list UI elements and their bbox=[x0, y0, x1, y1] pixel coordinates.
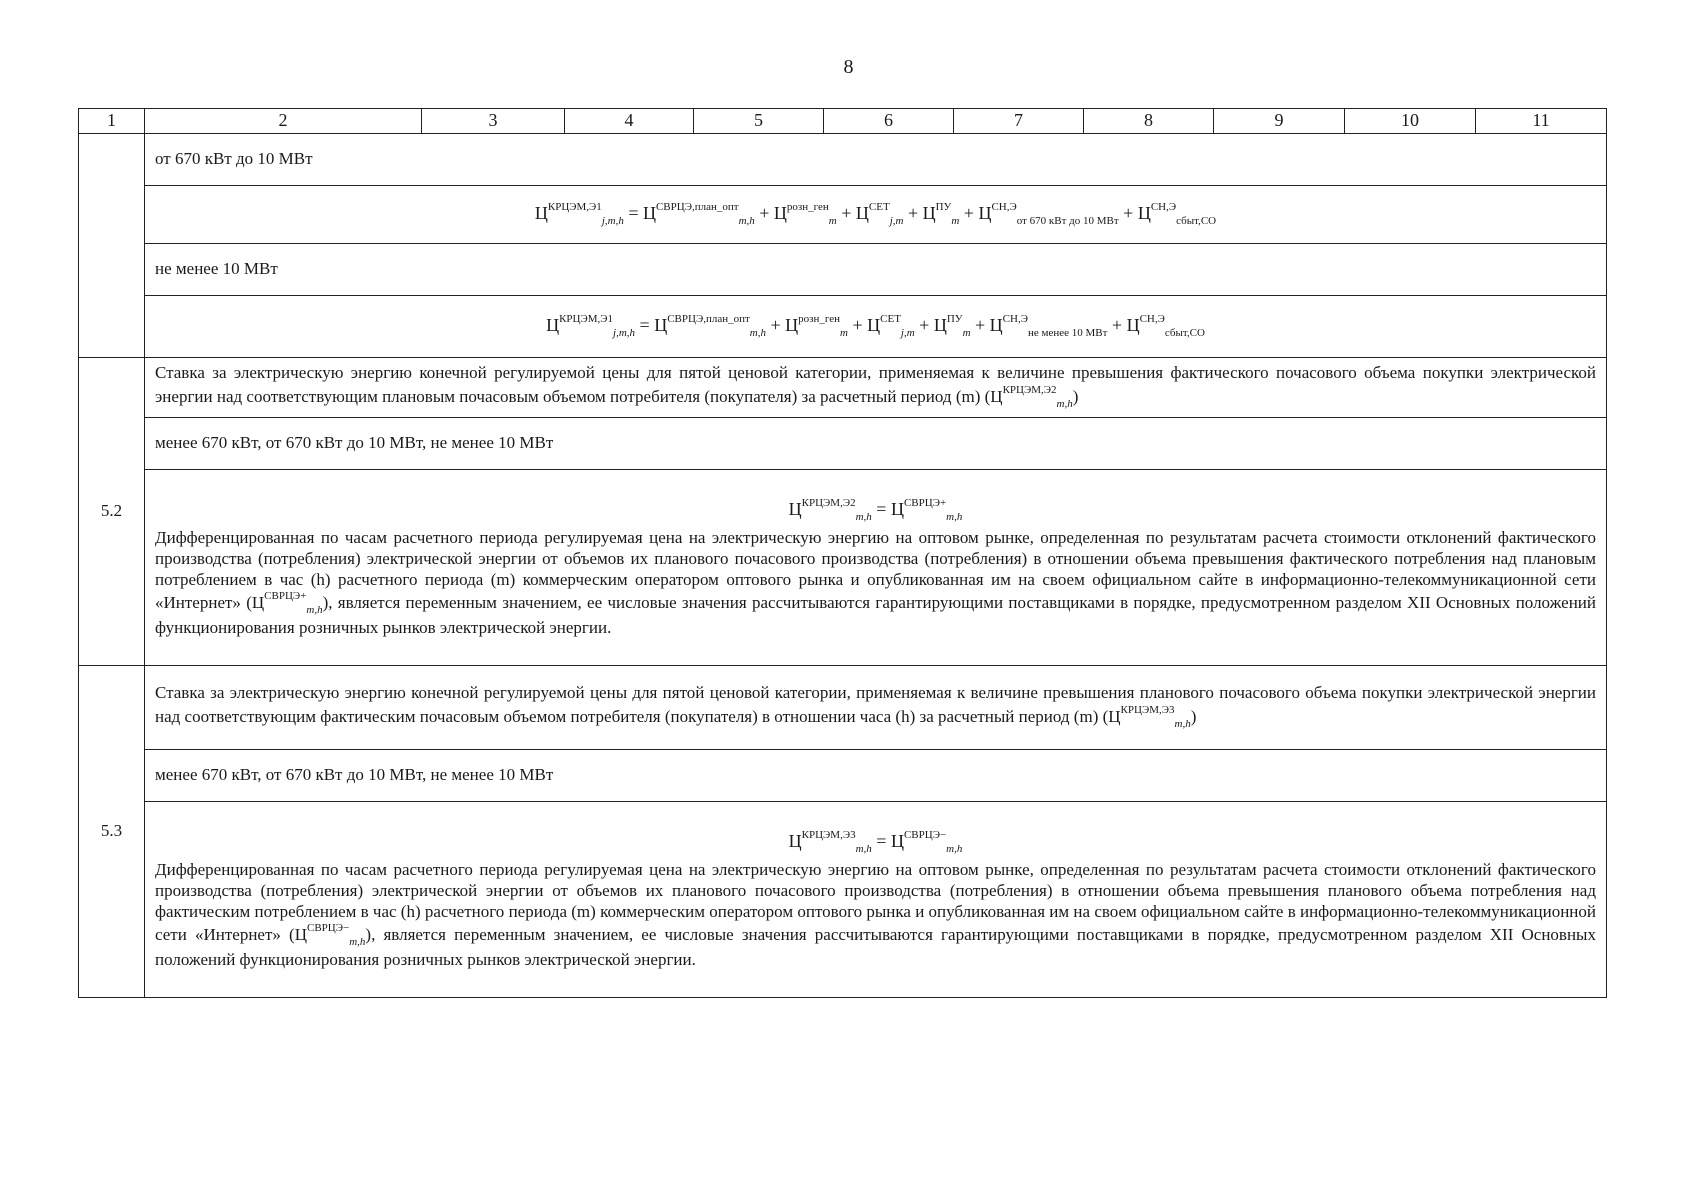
column-number: 6 bbox=[824, 109, 954, 134]
price-explanation: Дифференцированная по часам расчетного периода регулируемая цена на электрическую энергию на оптовом рынке, определенная по результатам расчета стоимости отклонений фактического производства (потребления) электрической энергии от объемов их планового почасового производства (потребления) в отношении объема превышения планового объема потребления над фактическим потреблением в час (h) расчетного периода (m) коммерческим оператором оптового рынка и опубликованная им на своем официальном сайте в информационно-телекоммуникационной сети «Интернет» $(Ц^{СВРЦЭ-}_{m,h})$, является переменным значением, ее числовые значения рассчитываются гарантирующими поставщиками в порядке, предусмотренном разделом XII Основных положений функционирования розничных рынков электрической энергии. bbox=[155, 860, 1596, 969]
column-number: 5 bbox=[694, 109, 824, 134]
power-range-label: не менее 10 МВт bbox=[145, 244, 1607, 296]
price-explanation: Дифференцированная по часам расчетного периода регулируемая цена на электрическую энергию на оптовом рынке, определенная по результатам расчета стоимости отклонений фактического производства (потребления) электрической энергии от объемов их планового почасового производства (потребления) в отношении объема превышения фактического потребления над плановым потреблением в час (h) расчетного периода (m) коммерческим оператором оптового рынка и опубликованная им на своем официальном сайте в информационно-телекоммуникационной сети «Интернет» $(Ц^{СВРЦЭ+}_{m,h})$, является переменным значением, ее числовые значения рассчитываются гарантирующими поставщиками в порядке, предусмотренном разделом XII Основных положений функционирования розничных рынков электрической энергии. bbox=[155, 528, 1596, 637]
table-row bbox=[79, 666, 1607, 750]
price-formula: $Ц^{КРЦЭМ,Э1}_{j,m,h} = Ц^{СВРЦЭ,план\_опт}_{m,h} + Ц^{розн\_ген}_m + Ц^{СЕТ}_{j,m} + Ц^{ПУ}_m + Ц^{СН,Э}_{не менее 10 МВт} + Ц^{СН,Э}_{сбыт,СО}$ bbox=[145, 296, 1607, 358]
row-number-cell bbox=[79, 134, 145, 358]
table-row bbox=[79, 134, 1607, 186]
table-row bbox=[79, 418, 1607, 470]
table-row bbox=[79, 186, 1607, 244]
table-row bbox=[79, 358, 1607, 418]
power-range-label: менее 670 кВт, от 670 кВт до 10 МВт, не менее 10 МВт bbox=[145, 418, 1607, 470]
tariff-table bbox=[78, 108, 1607, 998]
rate-description: Ставка за электрическую энергию конечной регулируемой цены для пятой ценовой категории, применяемая к величине превышения фактического почасового объема покупки электрической энергии над соответствующим плановым почасовым объемом потребителя (покупателя) за расчетный период (m) $(Ц^{КРЦЭМ,Э2}_{m,h})$ bbox=[145, 358, 1607, 418]
table-row bbox=[79, 296, 1607, 358]
table-row bbox=[79, 802, 1607, 998]
table-row bbox=[79, 750, 1607, 802]
price-definition bbox=[145, 802, 1607, 998]
column-number: 1 bbox=[79, 109, 145, 134]
column-number: 3 bbox=[422, 109, 565, 134]
row-number: 5.2 bbox=[79, 358, 145, 666]
price-formula: $Ц^{КРЦЭМ,Э3}_{m,h} = Ц^{СВРЦЭ-}_{m,h}$ bbox=[788, 828, 963, 855]
column-number: 4 bbox=[565, 109, 694, 134]
column-number: 11 bbox=[1476, 109, 1607, 134]
rate-description: Ставка за электрическую энергию конечной регулируемой цены для пятой ценовой категории, применяемая к величине превышения планового почасового объема покупки электрической энергии над соответствующим фактическим почасовым объемом потребителя (покупателя) в отношении часа (h) за расчетный период (m) $(Ц^{КРЦЭМ,Э3}_{m,h})$ bbox=[145, 666, 1607, 750]
column-number: 7 bbox=[954, 109, 1084, 134]
column-number: 8 bbox=[1084, 109, 1214, 134]
price-formula: $Ц^{КРЦЭМ,Э1}_{j,m,h} = Ц^{СВРЦЭ,план\_опт}_{m,h} + Ц^{розн\_ген}_m + Ц^{СЕТ}_{j,m} + Ц^{ПУ}_m + Ц^{СН,Э}_{от 670 кВт до 10 МВт} + Ц^{СН,Э}_{сбыт,СО}$ bbox=[145, 186, 1607, 244]
column-number-row bbox=[79, 109, 1607, 134]
power-range-label: менее 670 кВт, от 670 кВт до 10 МВт, не менее 10 МВт bbox=[145, 750, 1607, 802]
power-range-label: от 670 кВт до 10 МВт bbox=[145, 134, 1607, 186]
page-number: 8 bbox=[843, 56, 854, 78]
table-row bbox=[79, 470, 1607, 666]
price-definition bbox=[145, 470, 1607, 666]
table-row bbox=[79, 244, 1607, 296]
row-number: 5.3 bbox=[79, 666, 145, 998]
column-number: 9 bbox=[1214, 109, 1345, 134]
column-number: 10 bbox=[1345, 109, 1476, 134]
price-formula: $Ц^{КРЦЭМ,Э2}_{m,h} = Ц^{СВРЦЭ+}_{m,h}$ bbox=[788, 496, 963, 523]
column-number: 2 bbox=[145, 109, 422, 134]
